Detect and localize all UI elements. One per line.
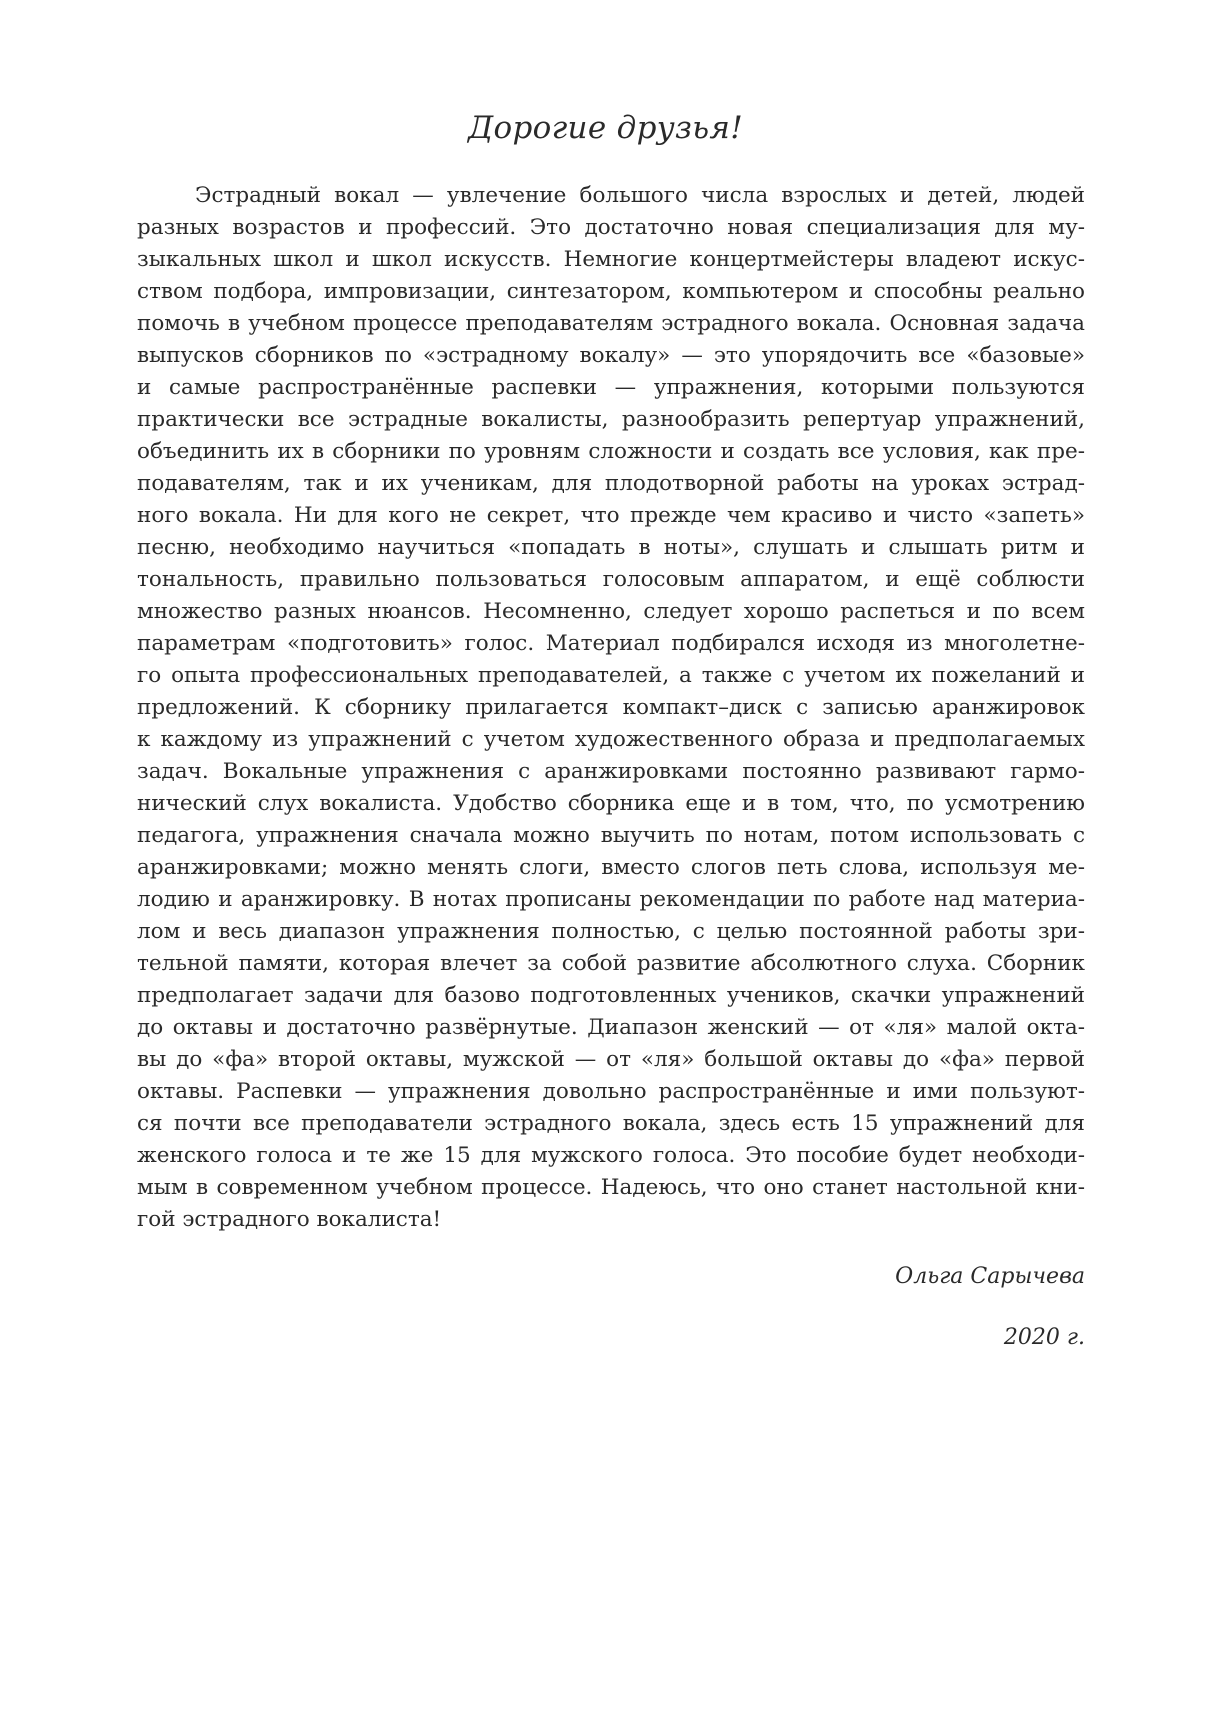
text-line: вы до «фа» второй октавы, мужской — от «ля» большой октавы до «фа» первой: [137, 1047, 1085, 1072]
text-line: помочь в учебном процессе преподавателям эстрадного вокала. Основная задача: [137, 311, 1085, 336]
text-line: к каждому из упражнений с учетом художественного образа и предполагаемых: [137, 727, 1085, 752]
text-line: женского голоса и те же 15 для мужского голоса. Это пособие будет необходи-: [137, 1143, 1085, 1168]
author-signature: Ольга Сарычева: [895, 1264, 1085, 1289]
text-line: множество разных нюансов. Несомненно, следует хорошо распеться и по всем: [137, 599, 1085, 624]
page-title: Дорогие друзья!: [468, 110, 743, 146]
text-line: лодию и аранжировку. В нотах прописаны рекомендации по работе над материа-: [137, 887, 1085, 912]
text-line: подавателям, так и их ученикам, для плодотворной работы на уроках эстрад-: [137, 471, 1085, 496]
text-line: параметрам «подготовить» голос. Материал подбирался исходя из многолетне-: [137, 631, 1085, 656]
text-line: предложений. К сборнику прилагается компакт–диск с записью аранжировок: [137, 695, 1085, 720]
text-line: задач. Вокальные упражнения с аранжировками постоянно развивают гармо-: [137, 759, 1085, 784]
text-line: октавы. Распевки — упражнения довольно распространённые и ими пользуют-: [137, 1079, 1085, 1104]
text-line: гой эстрадного вокалиста!: [137, 1207, 442, 1232]
text-line: и самые распространённые распевки — упражнения, которыми пользуются: [137, 375, 1085, 400]
text-line: тональность, правильно пользоваться голосовым аппаратом, и ещё соблюсти: [137, 567, 1085, 592]
text-line: педагога, упражнения сначала можно выучить по нотам, потом использовать с: [137, 823, 1085, 848]
text-line: Эстрадный вокал — увлечение большого числа взрослых и детей, людей: [195, 183, 1085, 208]
text-line: лом и весь диапазон упражнения полностью, с целью постоянной работы зри-: [137, 919, 1085, 944]
text-line: го опыта профессиональных преподавателей, а также с учетом их пожеланий и: [137, 663, 1085, 688]
date-year: 2020 г.: [1003, 1325, 1085, 1350]
text-line: аранжировками; можно менять слоги, вместо слогов петь слова, используя ме-: [137, 855, 1085, 880]
text-line: ством подбора, импровизации, синтезатором, компьютером и способны реально: [137, 279, 1085, 304]
body-paragraph: [137, 180, 1085, 1236]
text-line: выпусков сборников по «эстрадному вокалу» — это упорядочить все «базовые»: [137, 343, 1085, 368]
text-line: ся почти все преподаватели эстрадного вокала, здесь есть 15 упражнений для: [137, 1111, 1085, 1136]
text-line: разных возрастов и профессий. Это достаточно новая специализация для му-: [137, 215, 1085, 240]
text-line: до октавы и достаточно развёрнутые. Диапазон женский — от «ля» малой окта-: [137, 1015, 1085, 1040]
text-line: тельной памяти, которая влечет за собой развитие абсолютного слуха. Сборник: [137, 951, 1085, 976]
text-line: ного вокала. Ни для кого не секрет, что прежде чем красиво и чисто «запеть»: [137, 503, 1085, 528]
text-line: зыкальных школ и школ искусств. Немногие концертмейстеры владеют искус-: [137, 247, 1085, 272]
text-line: мым в современном учебном процессе. Надеюсь, что оно станет настольной кни-: [137, 1175, 1085, 1200]
text-line: объединить их в сборники по уровням сложности и создать все условия, как пре-: [137, 439, 1085, 464]
text-line: предполагает задачи для базово подготовленных учеников, скачки упражнений: [137, 983, 1085, 1008]
text-line: нический слух вокалиста. Удобство сборника еще и в том, что, по усмотрению: [137, 791, 1085, 816]
text-line: практически все эстрадные вокалисты, разнообразить репертуар упражнений,: [137, 407, 1085, 432]
text-line: песню, необходимо научиться «попадать в ноты», слушать и слышать ритм и: [137, 535, 1085, 560]
